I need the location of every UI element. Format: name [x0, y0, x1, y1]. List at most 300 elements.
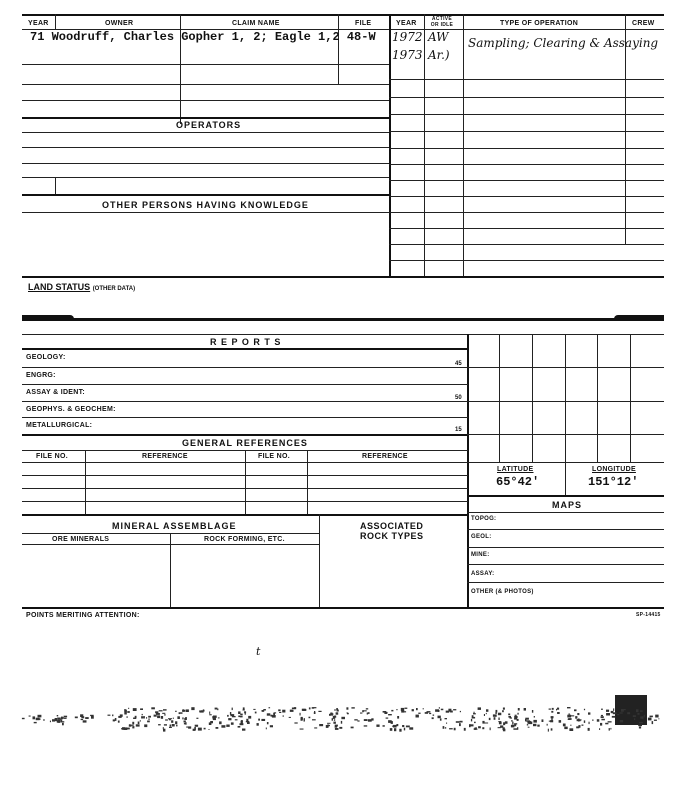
noise-speck — [640, 710, 643, 711]
noise-speck — [176, 725, 177, 727]
noise-speck — [240, 723, 244, 725]
noise-speck — [639, 722, 643, 723]
noise-speck — [533, 720, 537, 723]
header-type-of-operation: TYPE OF OPERATION — [500, 20, 579, 27]
noise-speck — [514, 724, 516, 726]
noise-speck — [518, 708, 520, 711]
noise-speck — [574, 709, 577, 711]
noise-speck — [524, 708, 526, 711]
noise-speck — [124, 709, 126, 712]
noise-speck — [404, 728, 405, 731]
noise-speck — [394, 728, 396, 731]
noise-speck — [503, 722, 505, 725]
noise-speck — [128, 708, 129, 709]
ore-minerals-label: ORE MINERALS — [52, 536, 110, 543]
noise-speck — [304, 719, 305, 722]
noise-speck — [245, 713, 246, 714]
report-number-15: 15 — [455, 427, 462, 433]
handwritten-year: 1972 — [392, 30, 423, 44]
report-geology: GEOLOGY: — [26, 354, 66, 361]
noise-speck — [390, 728, 393, 731]
noise-speck — [474, 722, 476, 723]
noise-speck — [508, 714, 510, 716]
noise-speck — [33, 716, 36, 719]
noise-speck — [512, 722, 513, 725]
noise-speck — [201, 710, 205, 711]
noise-speck — [599, 728, 600, 730]
noise-speck — [219, 721, 222, 724]
noise-speck — [505, 721, 508, 724]
noise-speck — [493, 714, 497, 716]
other-persons-heading: OTHER PERSONS HAVING KNOWLEDGE — [102, 200, 309, 210]
noise-speck — [267, 722, 269, 724]
noise-speck — [526, 720, 530, 721]
noise-speck — [460, 721, 463, 723]
noise-speck — [335, 725, 338, 727]
noise-speck — [312, 707, 315, 709]
noise-speck — [346, 707, 348, 709]
noise-speck — [175, 721, 177, 724]
noise-speck — [551, 716, 554, 718]
noise-speck — [133, 708, 137, 711]
header-year-2: YEAR — [396, 20, 417, 27]
handwritten-active: AW — [428, 30, 449, 44]
noise-speck — [172, 724, 175, 727]
noise-speck — [557, 708, 559, 710]
noise-speck — [402, 725, 404, 727]
noise-speck — [637, 713, 639, 715]
noise-speck — [569, 728, 573, 731]
report-metallurgical: METALLURGICAL: — [26, 422, 93, 429]
noise-speck — [621, 709, 624, 712]
noise-speck — [262, 710, 264, 712]
noise-speck — [514, 716, 517, 718]
noise-speck — [383, 711, 387, 713]
noise-speck — [351, 707, 354, 708]
noise-speck — [644, 715, 645, 718]
noise-speck — [168, 718, 172, 719]
noise-speck — [386, 718, 389, 719]
noise-speck — [409, 727, 413, 729]
noise-speck — [173, 718, 174, 719]
noise-speck — [584, 709, 585, 710]
noise-speck — [601, 715, 603, 716]
noise-speck — [404, 711, 407, 712]
noise-speck — [564, 727, 567, 730]
handwritten-year-2: 1973 — [392, 48, 423, 62]
maps-topog: TOPOG: — [471, 516, 497, 522]
report-number-50: 50 — [455, 395, 462, 401]
noise-speck — [484, 714, 485, 716]
noise-speck — [290, 710, 294, 712]
noise-speck — [38, 715, 42, 718]
noise-speck — [309, 717, 311, 719]
longitude-value: 151°12' — [588, 475, 639, 489]
noise-speck — [115, 718, 117, 721]
land-status-sublabel: (OTHER DATA) — [92, 286, 136, 292]
noise-speck — [438, 716, 441, 719]
noise-speck — [567, 715, 571, 718]
noise-speck — [198, 728, 202, 731]
noise-speck — [514, 718, 517, 720]
noise-speck — [368, 712, 370, 714]
longitude-label: LONGITUDE — [592, 466, 636, 473]
noise-speck — [484, 723, 488, 724]
noise-speck — [63, 717, 64, 719]
noise-speck — [81, 716, 84, 718]
noise-speck — [556, 709, 557, 711]
noise-speck — [525, 719, 526, 722]
noise-speck — [108, 715, 111, 716]
noise-speck — [391, 710, 393, 712]
header-file: FILE — [355, 20, 372, 27]
noise-speck — [416, 715, 419, 718]
noise-speck — [83, 720, 87, 722]
noise-speck — [124, 712, 127, 715]
noise-speck — [570, 725, 571, 726]
refs-reference: REFERENCE — [142, 453, 188, 460]
noise-speck — [217, 709, 218, 711]
noise-speck — [474, 712, 475, 714]
noise-speck — [126, 717, 128, 718]
noise-speck — [242, 729, 245, 731]
noise-speck — [209, 722, 212, 725]
noise-speck — [445, 727, 446, 728]
noise-speck — [85, 717, 89, 719]
noise-speck — [164, 714, 166, 715]
noise-speck — [363, 710, 367, 711]
noise-speck — [658, 718, 659, 719]
noise-speck — [75, 717, 78, 719]
noise-speck — [238, 726, 241, 728]
refs-file-no: FILE NO. — [36, 453, 68, 460]
noise-speck — [367, 713, 368, 715]
noise-speck — [255, 712, 257, 714]
noise-speck — [240, 716, 243, 718]
noise-speck — [582, 725, 584, 726]
form-code: SP-14415 — [636, 612, 661, 618]
noise-speck — [127, 711, 130, 713]
noise-speck — [418, 713, 420, 714]
noise-speck — [464, 728, 466, 731]
noise-speck — [357, 720, 359, 721]
noise-speck — [204, 728, 206, 730]
noise-speck — [309, 707, 311, 709]
noise-speck — [182, 710, 185, 712]
noise-speck — [425, 712, 428, 714]
noise-speck — [333, 722, 336, 724]
noise-speck — [534, 716, 535, 717]
noise-speck — [209, 729, 210, 730]
noise-speck — [301, 719, 303, 721]
noise-speck — [517, 727, 518, 730]
noise-speck — [121, 728, 125, 729]
noise-speck — [241, 720, 243, 723]
noise-speck — [327, 725, 329, 727]
noise-speck — [388, 720, 392, 723]
noise-speck — [148, 719, 150, 720]
noise-speck — [50, 721, 51, 723]
noise-speck — [592, 720, 593, 721]
noise-speck — [238, 711, 240, 714]
noise-speck — [432, 717, 434, 719]
refs-reference-2: REFERENCE — [362, 453, 408, 460]
noise-speck — [282, 710, 285, 713]
stray-mark: t — [256, 645, 261, 658]
noise-speck — [184, 718, 187, 720]
noise-speck — [132, 722, 134, 725]
noise-speck — [360, 713, 362, 714]
noise-speck — [314, 711, 315, 713]
land-status-label: LAND STATUS — [28, 282, 91, 292]
noise-speck — [337, 710, 339, 712]
noise-speck — [571, 715, 574, 716]
report-assay: ASSAY & IDENT: — [26, 389, 86, 396]
noise-speck — [161, 716, 163, 719]
noise-speck — [475, 727, 478, 728]
noise-speck — [261, 719, 265, 721]
noise-speck — [399, 729, 401, 732]
noise-speck — [170, 725, 172, 727]
noise-speck — [244, 711, 246, 713]
noise-speck — [62, 723, 64, 725]
noise-speck — [537, 725, 539, 727]
points-meriting-attention: POINTS MERITING ATTENTION: — [26, 612, 140, 619]
noise-speck — [443, 726, 445, 729]
noise-speck — [559, 720, 562, 723]
noise-speck — [336, 712, 339, 714]
noise-speck — [228, 718, 231, 720]
noise-speck — [446, 711, 450, 713]
noise-speck — [542, 719, 544, 722]
noise-speck — [157, 715, 160, 718]
noise-speck — [449, 728, 453, 729]
noise-speck — [182, 717, 183, 719]
report-number-45: 45 — [455, 361, 462, 367]
noise-speck — [511, 720, 512, 722]
noise-speck — [435, 709, 439, 712]
noise-speck — [221, 725, 225, 728]
noise-speck — [347, 712, 348, 713]
noise-speck — [81, 719, 84, 720]
noise-speck — [146, 717, 147, 718]
noise-speck — [652, 721, 654, 724]
noise-speck — [612, 716, 616, 718]
noise-speck — [57, 718, 61, 720]
noise-speck — [429, 713, 431, 714]
noise-speck — [383, 725, 385, 727]
maps-geol: GEOL: — [471, 534, 492, 540]
noise-speck — [159, 710, 163, 711]
noise-speck — [490, 728, 491, 731]
noise-speck — [606, 713, 610, 716]
noise-speck — [186, 709, 189, 712]
noise-speck — [423, 708, 424, 709]
noise-speck — [218, 717, 220, 718]
noise-speck — [528, 727, 530, 728]
noise-speck — [412, 709, 414, 711]
associated-rock-types-heading-2: ROCK TYPES — [360, 531, 424, 541]
noise-speck — [478, 726, 481, 728]
noise-speck — [140, 720, 141, 721]
noise-speck — [619, 712, 622, 713]
noise-speck — [495, 712, 496, 714]
noise-speck — [366, 708, 368, 709]
noise-speck — [258, 719, 260, 721]
noise-speck — [475, 729, 478, 730]
noise-speck — [191, 707, 194, 710]
noise-speck — [64, 718, 67, 719]
noise-speck — [212, 716, 216, 718]
noise-speck — [446, 723, 447, 724]
noise-speck — [513, 728, 517, 730]
noise-speck — [118, 716, 121, 718]
noise-speck — [393, 725, 397, 728]
noise-speck — [388, 714, 392, 715]
noise-speck — [486, 713, 487, 714]
noise-speck — [563, 724, 566, 727]
noise-speck — [141, 716, 144, 718]
noise-speck — [163, 709, 167, 710]
noise-speck — [364, 725, 368, 726]
noise-speck — [577, 713, 579, 715]
noise-speck — [486, 709, 488, 712]
noise-speck — [636, 709, 639, 712]
report-engrg: ENGRG: — [26, 372, 56, 379]
noise-speck — [253, 709, 255, 710]
noise-speck — [263, 709, 266, 711]
noise-speck — [209, 712, 210, 714]
noise-speck — [226, 725, 229, 727]
noise-speck — [376, 725, 379, 727]
noise-speck — [61, 721, 65, 722]
noise-speck — [502, 710, 504, 712]
noise-speck — [503, 729, 506, 732]
maps-assay: ASSAY: — [471, 571, 495, 577]
noise-speck — [55, 718, 58, 721]
general-references-heading: GENERAL REFERENCES — [182, 438, 308, 448]
latitude-value: 65°42' — [496, 475, 540, 489]
noise-speck — [162, 713, 165, 714]
noise-speck — [608, 721, 612, 722]
owner-claim-entry: 71 Woodruff, Charles Gopher 1, 2; Eagle 1,2 48-W — [30, 30, 376, 44]
noise-speck — [454, 728, 456, 731]
noise-speck — [209, 714, 212, 715]
noise-speck — [131, 725, 134, 726]
noise-speck — [283, 716, 285, 717]
noise-speck — [471, 719, 472, 722]
noise-speck — [445, 718, 448, 719]
noise-speck — [640, 716, 643, 718]
noise-speck — [416, 708, 418, 710]
noise-speck — [610, 728, 611, 730]
noise-speck — [439, 707, 440, 708]
noise-speck — [118, 721, 120, 723]
noise-speck — [588, 712, 590, 714]
header-claim-name: CLAIM NAME — [232, 20, 280, 27]
noise-speck — [633, 715, 636, 717]
noise-speck — [266, 728, 267, 730]
associated-rock-types-heading: ASSOCIATED — [360, 521, 424, 531]
noise-speck — [364, 719, 368, 721]
noise-speck — [57, 720, 60, 723]
noise-speck — [278, 709, 280, 711]
maps-mine: MINE: — [471, 552, 490, 558]
noise-speck — [339, 727, 342, 729]
noise-speck — [601, 719, 605, 721]
noise-speck — [186, 727, 189, 728]
noise-speck — [148, 716, 151, 718]
noise-speck — [270, 725, 273, 727]
rock-forming-label: ROCK FORMING, ETC. — [204, 536, 285, 543]
noise-speck — [601, 709, 603, 710]
noise-speck — [165, 719, 168, 720]
header-owner: OWNER — [105, 20, 134, 27]
noise-speck — [527, 724, 528, 725]
noise-speck — [61, 717, 63, 720]
noise-speck — [609, 728, 610, 731]
noise-speck — [43, 719, 45, 720]
noise-speck — [532, 710, 533, 713]
noise-speck — [511, 725, 515, 728]
noise-speck — [568, 719, 571, 720]
handwritten-active-2: Ar.) — [428, 48, 450, 62]
noise-speck — [396, 709, 397, 710]
noise-speck — [184, 723, 186, 725]
noise-speck — [230, 714, 234, 716]
noise-speck — [272, 715, 276, 718]
noise-speck — [547, 724, 548, 726]
noise-speck — [341, 717, 345, 719]
noise-speck — [319, 724, 323, 726]
noise-speck — [155, 711, 158, 713]
noise-speck — [300, 713, 301, 716]
latitude-label: LATITUDE — [497, 466, 534, 473]
noise-speck — [142, 714, 143, 715]
noise-speck — [231, 722, 234, 724]
noise-speck — [90, 715, 94, 716]
noise-speck — [489, 718, 491, 720]
noise-speck — [216, 727, 219, 729]
noise-speck — [494, 717, 496, 720]
noise-speck — [330, 714, 332, 716]
land-status-heading — [28, 282, 135, 292]
noise-speck — [472, 715, 474, 718]
noise-speck — [171, 720, 173, 723]
noise-speck — [129, 724, 130, 725]
maps-heading: MAPS — [552, 500, 583, 510]
noise-speck — [22, 718, 25, 719]
noise-speck — [589, 722, 590, 724]
noise-speck — [654, 720, 657, 721]
handwritten-operation: Sampling; Clearing & Assaying — [468, 36, 659, 50]
noise-speck — [648, 718, 652, 721]
noise-speck — [433, 715, 435, 716]
noise-speck — [112, 715, 113, 717]
noise-speck — [440, 718, 442, 720]
noise-speck — [195, 725, 198, 727]
noise-speck — [34, 722, 37, 723]
noise-speck — [177, 716, 180, 719]
noise-speck — [551, 711, 553, 713]
noise-speck — [279, 712, 281, 713]
noise-speck — [175, 711, 176, 712]
report-geophys: GEOPHYS. & GEOCHEM: — [26, 406, 116, 413]
noise-speck — [533, 724, 536, 726]
noise-speck — [227, 715, 229, 717]
noise-speck — [528, 722, 532, 725]
noise-speck — [196, 718, 198, 719]
